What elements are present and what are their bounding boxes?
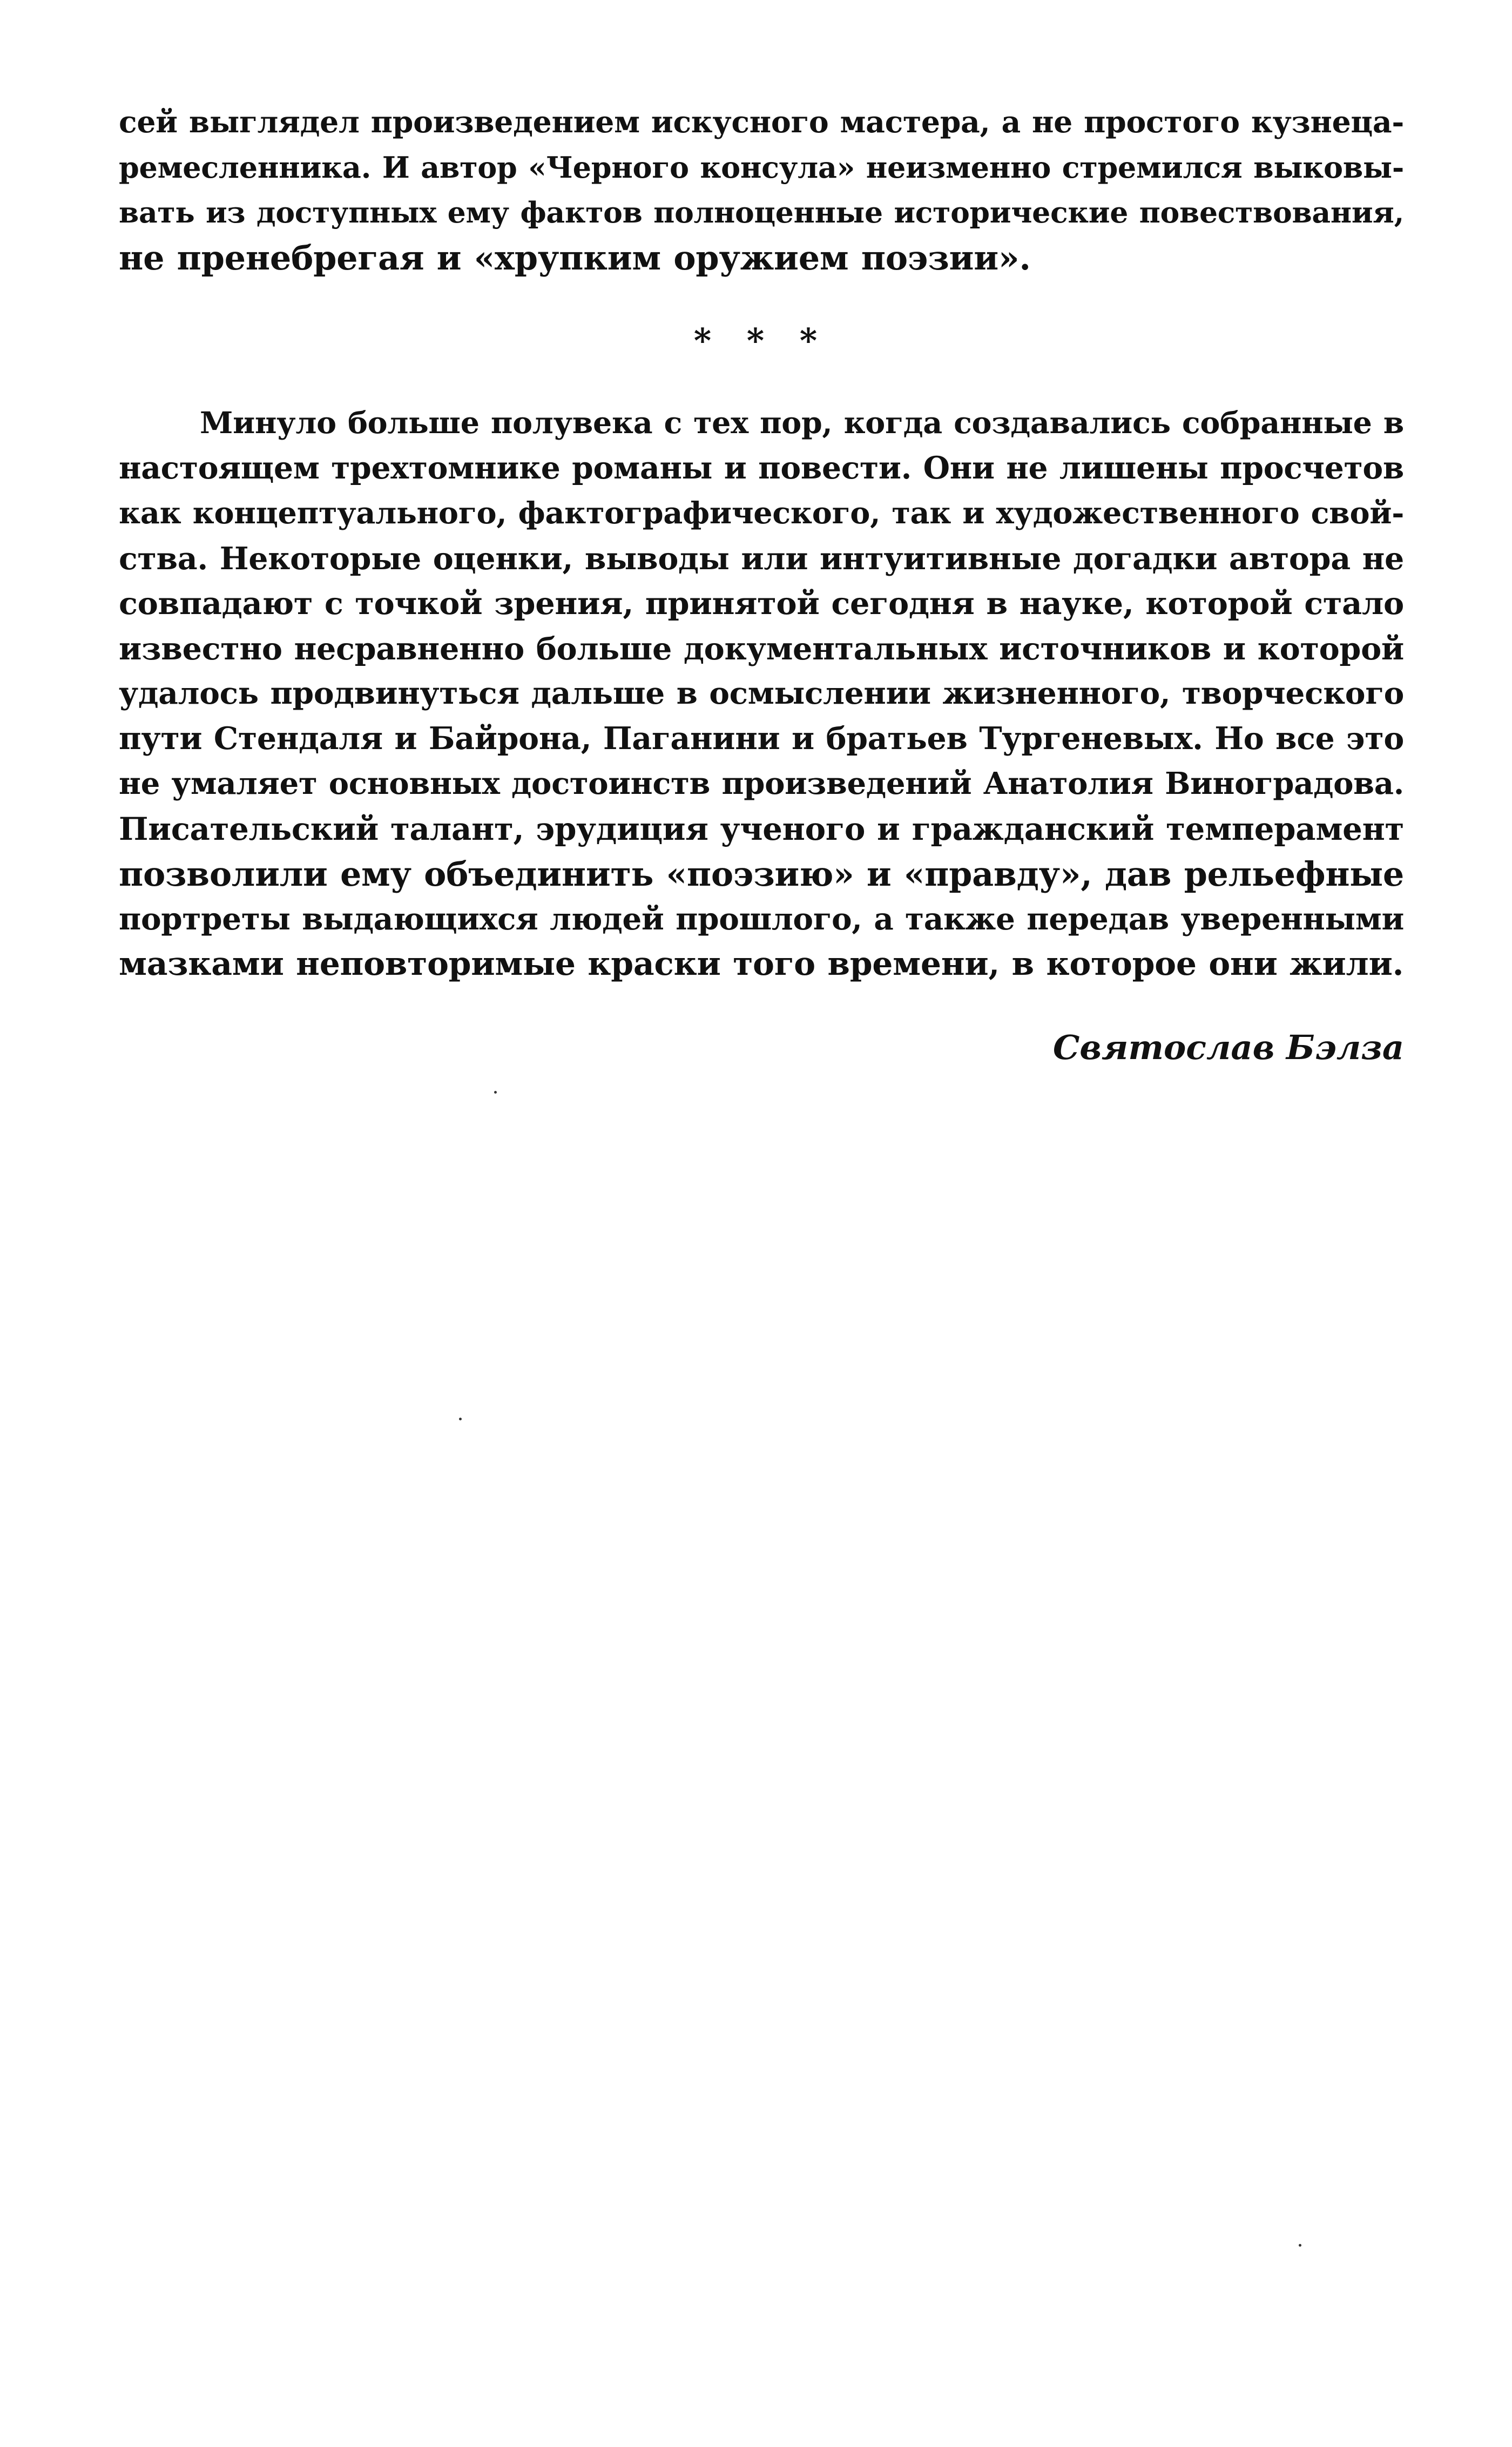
paragraph-1-line: сей выглядел произведением искусного мастера, а не простого кузнеца- [119, 105, 1404, 140]
scan-speck [459, 1418, 462, 1420]
scan-speck [494, 1091, 497, 1094]
paragraph-2-line: не умаляет основных достоинств произведений Анатолия Виноградова. [119, 766, 1404, 801]
scan-speck [1299, 2244, 1301, 2247]
paragraph-2-line: позволили ему объединить «поэзию» и «правду», дав рельефные [119, 854, 1404, 894]
paragraph-1-line: вать из доступных ему фактов полноценные исторические повествования, [119, 196, 1404, 230]
paragraph-2-line: портреты выдающихся людей прошлого, а также передав уверенными [119, 901, 1404, 937]
page-content [119, 100, 1404, 1070]
paragraph-2-line: настоящем трехтомнике романы и повести. Они не лишены просчетов [119, 450, 1404, 486]
paragraph-2-line: ства. Некоторые оценки, выводы или интуитивные догадки автора не [119, 540, 1404, 577]
paragraph-2-line: известно несравненно больше документальных источников и которой [119, 630, 1404, 667]
paragraph-2-line: Минуло больше полувека с тех пор, когда создавались собранные в [200, 406, 1404, 441]
section-separator: * * * [693, 321, 829, 360]
paragraph-2 [119, 401, 1404, 987]
paragraph-1-line: не пренебрегая и «хрупким оружием поэзии». [119, 238, 1031, 278]
paragraph-2-line: удалось продвинуться дальше в осмыслении жизненного, творческого [119, 676, 1404, 711]
paragraph-1 [119, 100, 1404, 280]
paragraph-1-line: ремесленника. И автор «Черного консула» неизменно стремился выковы- [119, 150, 1404, 185]
paragraph-2-line: пути Стендаля и Байрона, Паганини и братьев Тургеневых. Но все это [119, 720, 1404, 757]
author-signature: Святослав Бэлза [1052, 1027, 1404, 1067]
paragraph-2-line: как концептуального, фактографического, так и художественного свой- [119, 496, 1404, 531]
paragraph-2-line: совпадают с точкой зрения, принятой сегодня в науке, которой стало [119, 585, 1404, 622]
paragraph-2-line: мазками неповторимые краски того времени, в которое они жили. [119, 945, 1404, 983]
paragraph-2-line: Писательский талант, эрудиция ученого и гражданский темперамент [119, 810, 1404, 847]
